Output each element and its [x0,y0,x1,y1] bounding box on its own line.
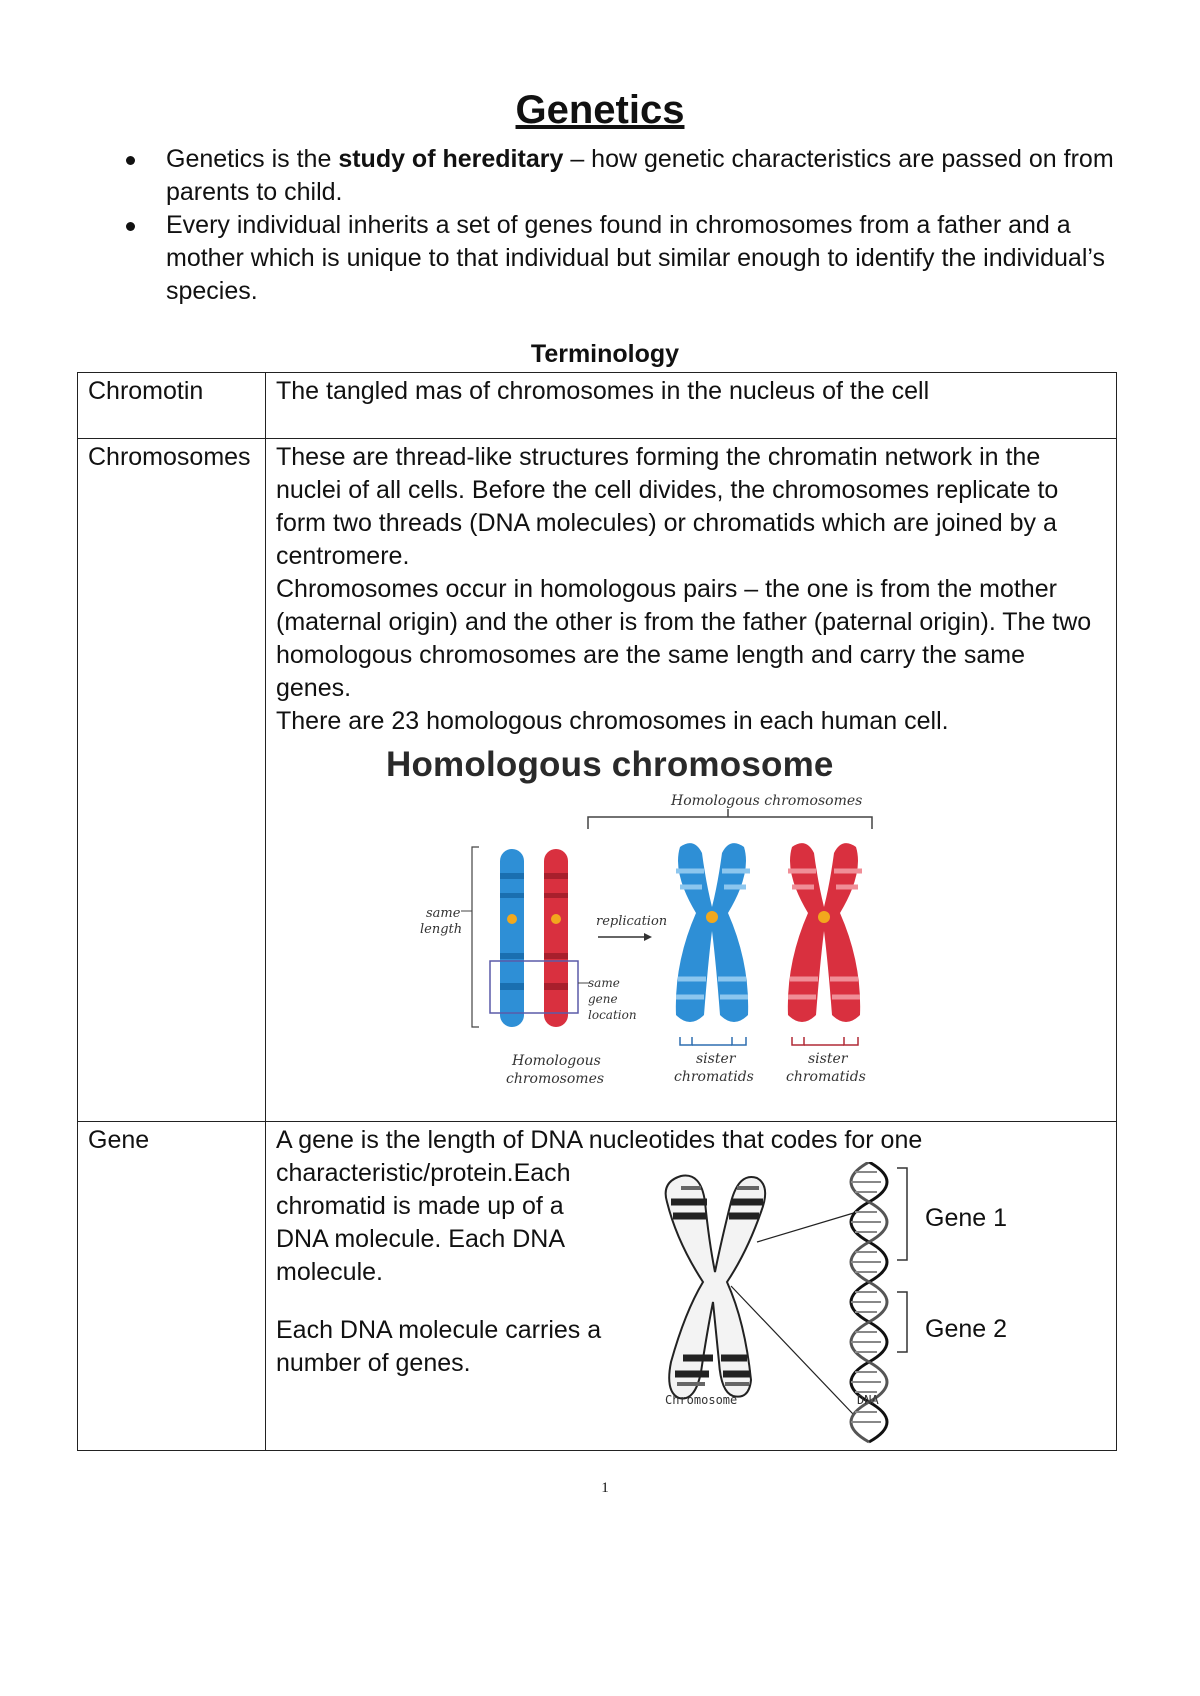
blue-chromosome-single [500,849,524,1027]
svg-text:replication: replication [596,914,668,929]
table-row [78,373,1117,439]
definition-cell: These are thread-like structures forming the chromatin network in the nuclei of all cells. Before the cell divides, the chromosomes replicate to form two threads (DNA molecules) or chromatids which are joined by a centromere. Chromosomes occur in homologous pairs – the one is from the mother (maternal origin) and the other is from the father (paternal origin). The two homologous chromosomes are the same length and carry the same genes. There are 23 homologous chromosomes in each human cell. Homologous chromosome Homologous chromosomes same length same gene location replication Homologous chromosomes sister chromatids sister chromatids [266,439,1117,1122]
dna-label: DNA [857,1393,879,1407]
homologous-top-label: Homologous chromosomes [671,793,863,809]
svg-text:length: length [420,922,463,937]
table-row [78,439,1117,1122]
svg-text:chromatids: chromatids [674,1069,754,1085]
red-chromosome-single [544,849,568,1027]
intro-bullet: Every individual inherits a set of genes found in chromosomes from a father and a mother which is unique to that individual but similar enough to identify the individual’s species. [118,209,1128,308]
chromosome-label: Chromosome [665,1393,738,1407]
gene2-label: Gene 2 [925,1315,1008,1343]
same-length-bracket [472,847,479,1027]
pointer-line [757,1212,857,1242]
term-cell: Chromosomes [78,439,266,1122]
svg-text:Homologous: Homologous [512,1053,601,1069]
top-bracket [588,817,872,829]
svg-text:same: same [426,906,461,921]
definition-cell [266,1122,1117,1451]
svg-text:sister: sister [808,1051,848,1067]
gene2-bracket [897,1292,907,1352]
pointer-line [731,1286,853,1414]
red-chromosome-replicated [788,843,862,1022]
terminology-heading: Terminology [530,340,680,368]
gene-definition-line: A gene is the length of DNA nucleotides that codes for one [276,1126,923,1154]
intro-bullet-list [118,143,1128,308]
terminology-table [77,372,1117,1451]
term-cell: Gene [78,1122,266,1451]
chromosome-illustration [666,1176,766,1399]
gene-definition-extra: Each DNA molecule carries a number of genes. [276,1316,602,1377]
gene1-bracket [897,1168,907,1260]
intro-bullet: Genetics is the study of hereditary – how genetic characteristics are passed on from parents to child. [118,143,1128,209]
svg-text:gene: gene [588,992,618,1006]
blue-chromosome-replicated [676,843,750,1022]
definition-cell: The tangled mas of chromosomes in the nucleus of the cell [266,373,1117,439]
svg-text:same: same [588,976,620,990]
svg-text:chromatids: chromatids [786,1069,866,1085]
page-number: 1 [601,1480,609,1496]
figure-title: Homologous chromosome [386,745,834,784]
gene-dna-diagram [661,1162,1051,1447]
gene1-label: Gene 1 [925,1204,1008,1232]
table-row [78,1122,1117,1451]
svg-text:location: location [588,1008,637,1022]
gene-definition: characteristic/protein.Each chromatid is made up of a DNA molecule. Each DNA molecule. [276,1159,571,1286]
svg-text:chromosomes: chromosomes [506,1071,605,1087]
term-cell: Chromotin [78,373,266,439]
page-title: Genetics [515,88,685,132]
homologous-chromosome-diagram [276,783,1106,1093]
svg-text:sister: sister [696,1051,736,1067]
